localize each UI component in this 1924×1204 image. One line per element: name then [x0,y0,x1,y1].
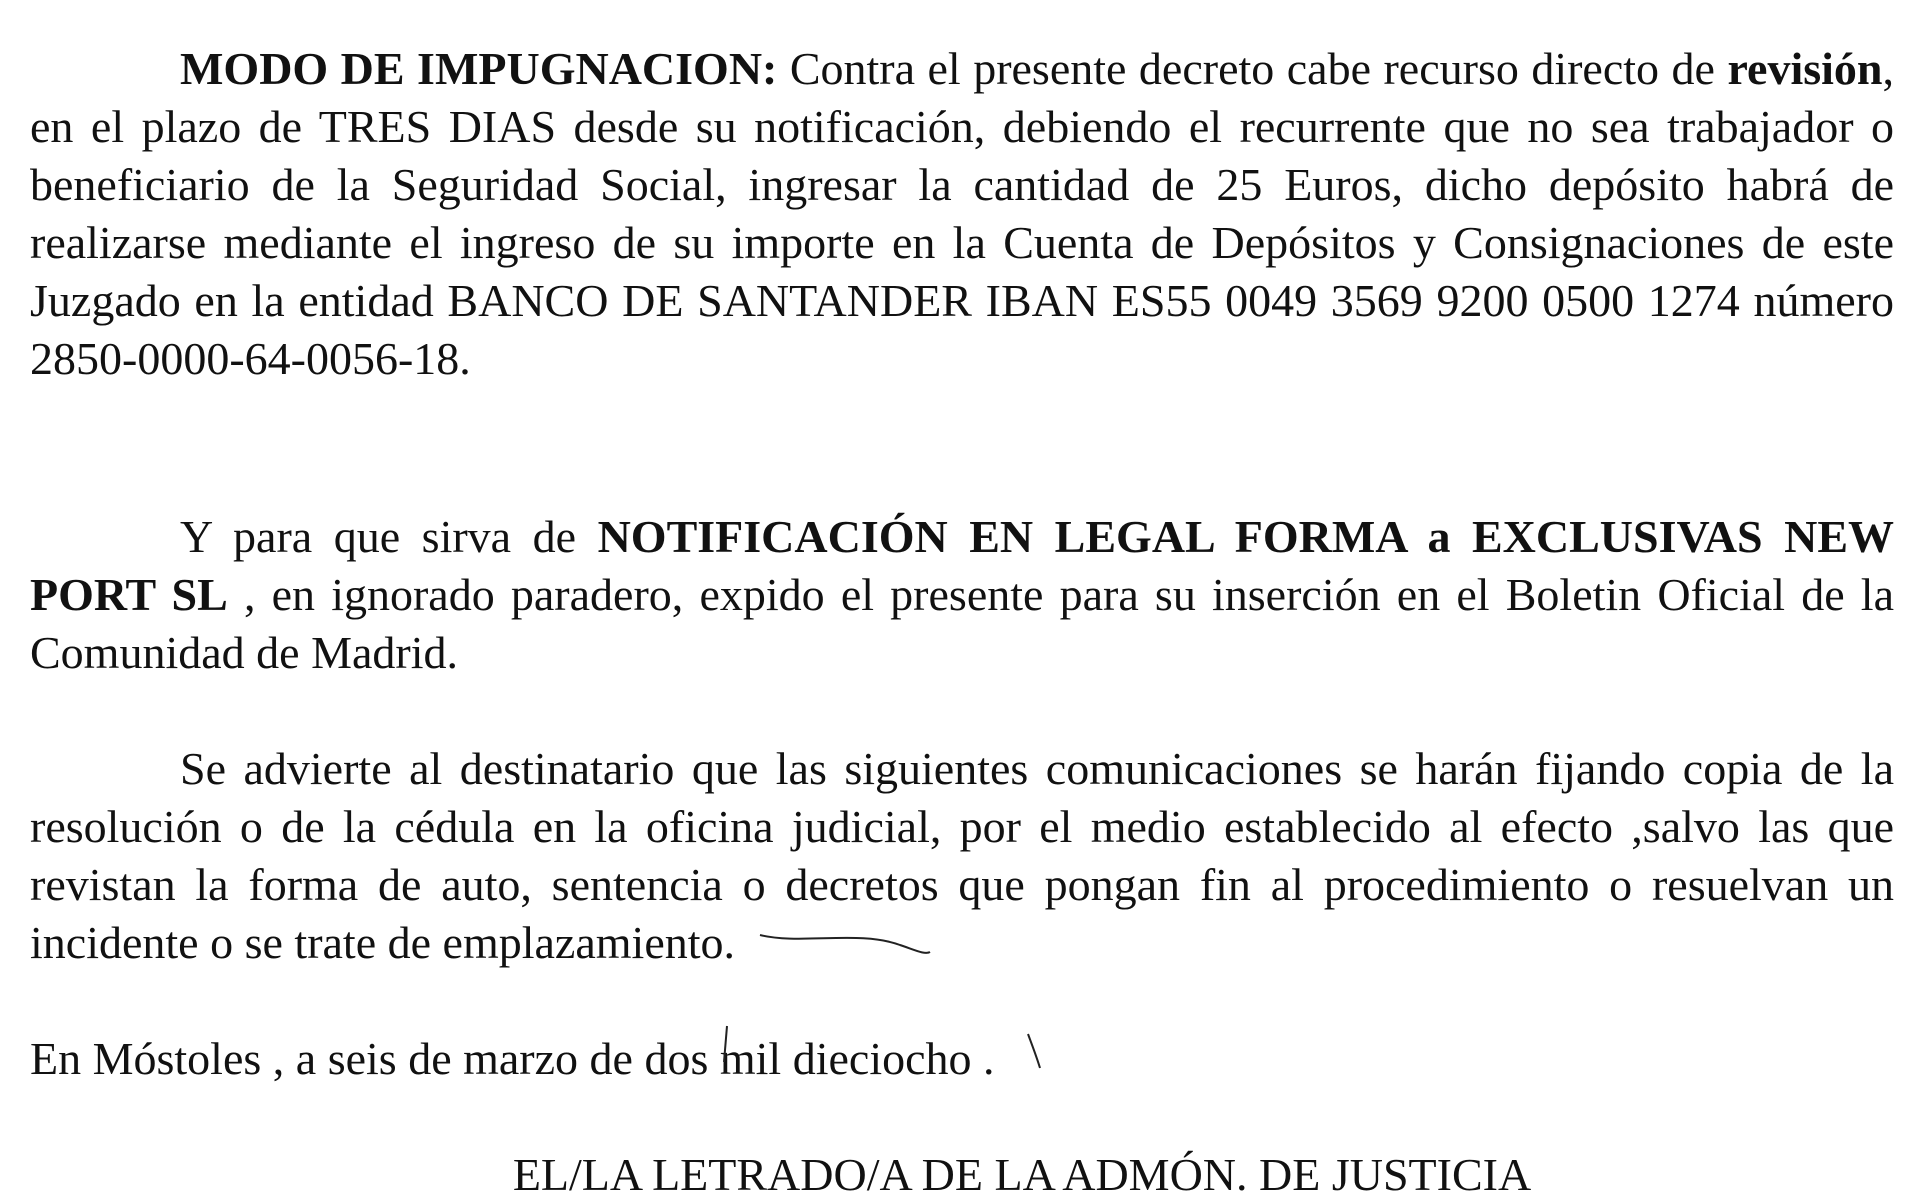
notification-paragraph [30,508,1894,682]
signature-text: EL/LA LETRADO/A DE LA ADMÓN. DE JUSTICIA [512,1149,1532,1200]
revision-word: revisión [1727,43,1883,94]
impugnation-paragraph [30,40,1894,388]
impugnation-text-b: , en el plazo de TRES DIAS desde su notificación, debiendo el recurrente que no sea trabajador o beneficiario de la Seguridad Social, ingresar la cantidad de 25 Euros, dicho depósito habrá de realizarse mediante el ingreso de su importe en la Cuenta de Depósitos y Consignaciones de este Juzgado en la entidad BANCO DE SANTANDER IBAN ES55 0049 3569 9200 0500 1274 número 2850-0000-64-0056-18. [30,43,1894,384]
impugnation-label: MODO DE IMPUGNACION: [180,43,778,94]
notification-text-a: Y para que sirva de [180,511,598,562]
place-date-text: En Móstoles , a seis de marzo de dos mil dieciocho . [30,1033,995,1084]
impugnation-text-a: Contra el presente decreto cabe recurso directo de [777,43,1728,94]
document-page [30,40,1894,1204]
warning-text: Se advierte al destinatario que las siguientes comunicaciones se harán fijando copia de la resolución o de la cédula en la oficina judicial, por el medio establecido al efecto ,salvo las que revistan la forma de auto, sentencia o decretos que pongan fin al procedimiento o resuelvan un incidente o se trate de emplazamiento. [30,743,1894,968]
notification-text-b: , en ignorado paradero, expido el presente para su inserción en el Boletin Oficial de la Comunidad de Madrid. [30,569,1895,678]
warning-paragraph [30,740,1894,972]
signature-title [30,1146,1894,1204]
place-date-line [30,1030,1894,1088]
notification-bold: NOTIFICACIÓN EN LEGAL FORMA a EXCLUSIVAS NEW PORT SL [30,511,1895,620]
